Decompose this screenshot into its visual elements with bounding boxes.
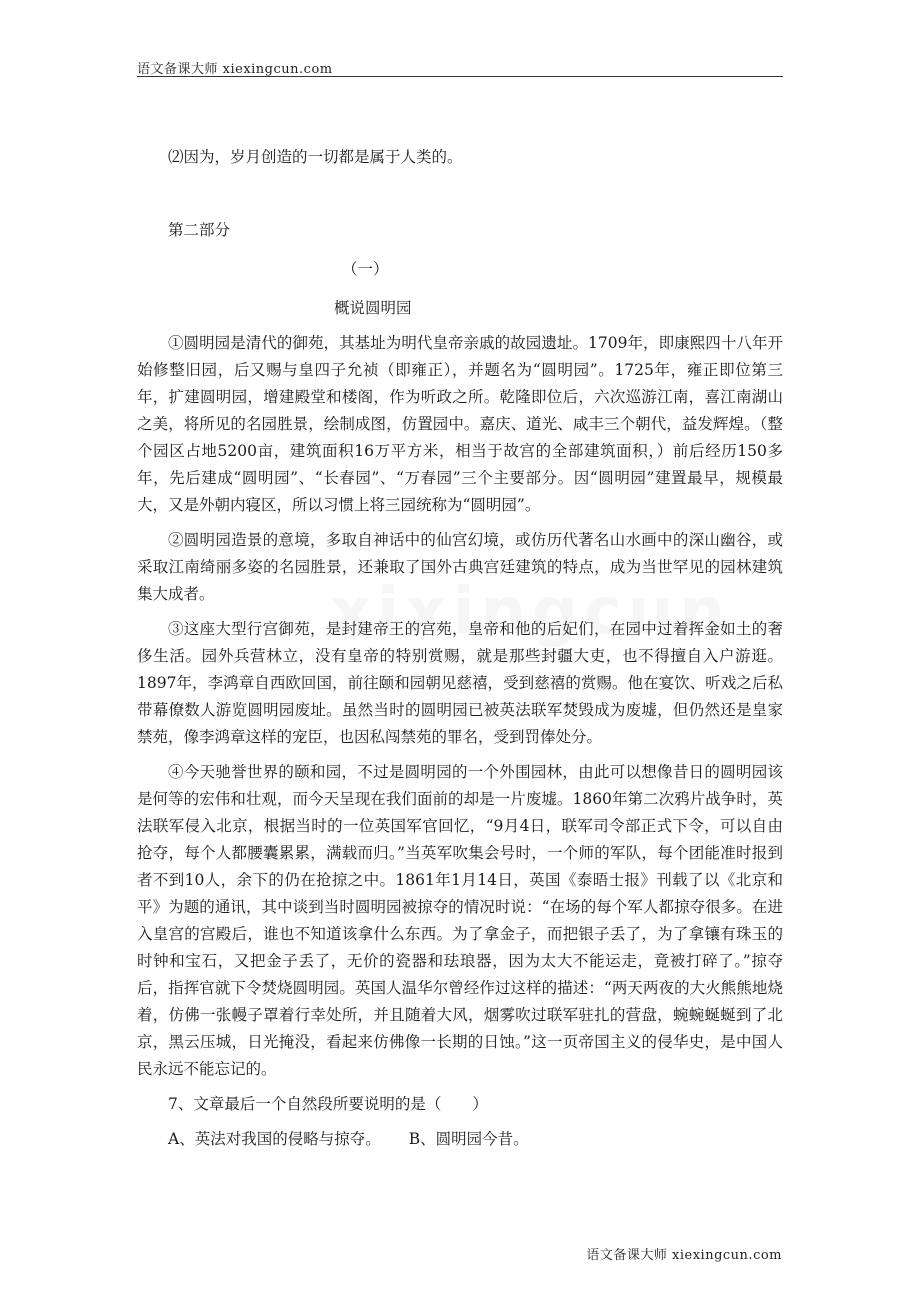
question-text: 7、文章最后一个自然段所要说明的是（ ） <box>168 1095 488 1113</box>
header-divider <box>137 76 783 77</box>
spacer <box>137 1118 783 1126</box>
paragraph-4: ④今天驰誉世界的颐和园，不过是圆明园的一个外围园林，由此可以想像昔日的圆明园该是何等的宏伟和壮观，而今天呈现在我们面前的却是一片废墟。1860年第二次鸦片战争时，英法联军侵入北京，根据当时的一位英国军官回忆，“9月4日，联军司令部正式下令，可以自由抢夺，每个人都腰囊累累，满载而归。”当英军吹集会号时，一个师的军队，每个团能准时报到者不到10人，余下的仍在抢掠之中。1861年1月14日，英国《泰晤士报》刊载了以《北京和平》为题的通讯，其中谈到当时圆明园被掠夺的情况时说：“在场的每个军人都掠夺很多。在进入皇宫的宫殿后，谁也不知道该拿什么东西。为了拿金子，而把银子丢了，为了拿镶有珠玉的时钟和宝石，又把金子丢了，无价的瓷器和珐琅器，因为太大不能运走，竟被打碎了。”掠夺后，指挥官就下令焚烧圆明园。英国人温华尔曾经作过这样的描述：“两天两夜的大火熊熊地烧着，仿佛一张幔子罩着行幸处所，并且随着大风，烟雾吹过联军驻扎的营盘，蜿蜿蜒蜒到了北京，黑云压城，日光掩没，看起来仿佛像一长期的日蚀。”这一页帝国主义的侵华史，是中国人民永远不能忘记的。 <box>137 763 783 1078</box>
section-title: 概说圆明园 <box>334 299 412 317</box>
option-b: B、圆明园今昔。 <box>408 1130 529 1148</box>
document-body <box>137 144 783 1153</box>
page-footer: 语文备课大师 xiexingcun.com <box>586 1248 782 1263</box>
section-number: （一） <box>342 260 389 278</box>
paragraph-2: ②圆明园造景的意境，多取自神话中的仙宫幻境，或仿历代著名山水画中的深山幽谷，或采取江南绮丽多姿的名园胜景，还兼取了国外古典宫廷建筑的特点，成为当世罕见的园林建筑集大成者。 <box>137 531 783 603</box>
question-options <box>137 1126 783 1153</box>
option-a: A、英法对我国的侵略与掠夺。 <box>168 1130 381 1148</box>
spacer <box>137 322 783 330</box>
spacer <box>137 519 783 527</box>
spacer <box>137 608 783 616</box>
spacer <box>137 171 783 217</box>
page-header: 语文备课大师 xiexingcun.com <box>137 62 333 77</box>
part-title: 第二部分 <box>168 221 231 239</box>
paragraph-3: ③这座大型行宫御苑，是封建帝王的宫苑，皇帝和他的后妃们，在园中过着挥金如土的奢侈生活。园外兵营林立，没有皇帝的特别赏赐，就是那些封疆大吏，也不得擅自入户游逛。1897年，李鸿章自西欧回国，前往颐和园朝见慈禧，受到慈禧的赏赐。他在宴饮、听戏之后私带幕僚数人游览圆明园废址。虽然当时的圆明园已被英法联军焚毁成为废墟，但仍然还是皇家禁苑，像李鸿章这样的宠臣，也因私闯禁苑的罪名，受到罚俸处分。 <box>137 620 783 746</box>
paragraph-1: ①圆明园是清代的御苑，其基址为明代皇帝亲戚的故园遗址。1709年，即康熙四十八年开始修整旧园，后又赐与皇四子允祯（即雍正），并题名为“圆明园”。1725年，雍正即位第三年，扩建圆明园，增建殿堂和楼阁，作为听政之所。乾隆即位后，六次巡游江南，喜江南湖山之美，将所见的名园胜景，绘制成图，仿置园中。嘉庆、道光、咸丰三个朝代，益发辉煌。（整个园区占地5200亩，建筑面积16万平方米，相当于故宫的全部建筑面积，）前后经历150多年，先后建成“圆明园”、“长春园”、“万春园”三个主要部分。因“圆明园”建置最早，规模最大，又是外朝内寝区，所以习惯上将三园统称为“圆明园”。 <box>137 334 783 514</box>
intro-line: ⑵因为，岁月创造的一切都是属于人类的。 <box>168 148 463 166</box>
spacer <box>137 244 783 256</box>
spacer <box>137 1083 783 1091</box>
spacer <box>137 751 783 759</box>
spacer <box>137 283 783 295</box>
